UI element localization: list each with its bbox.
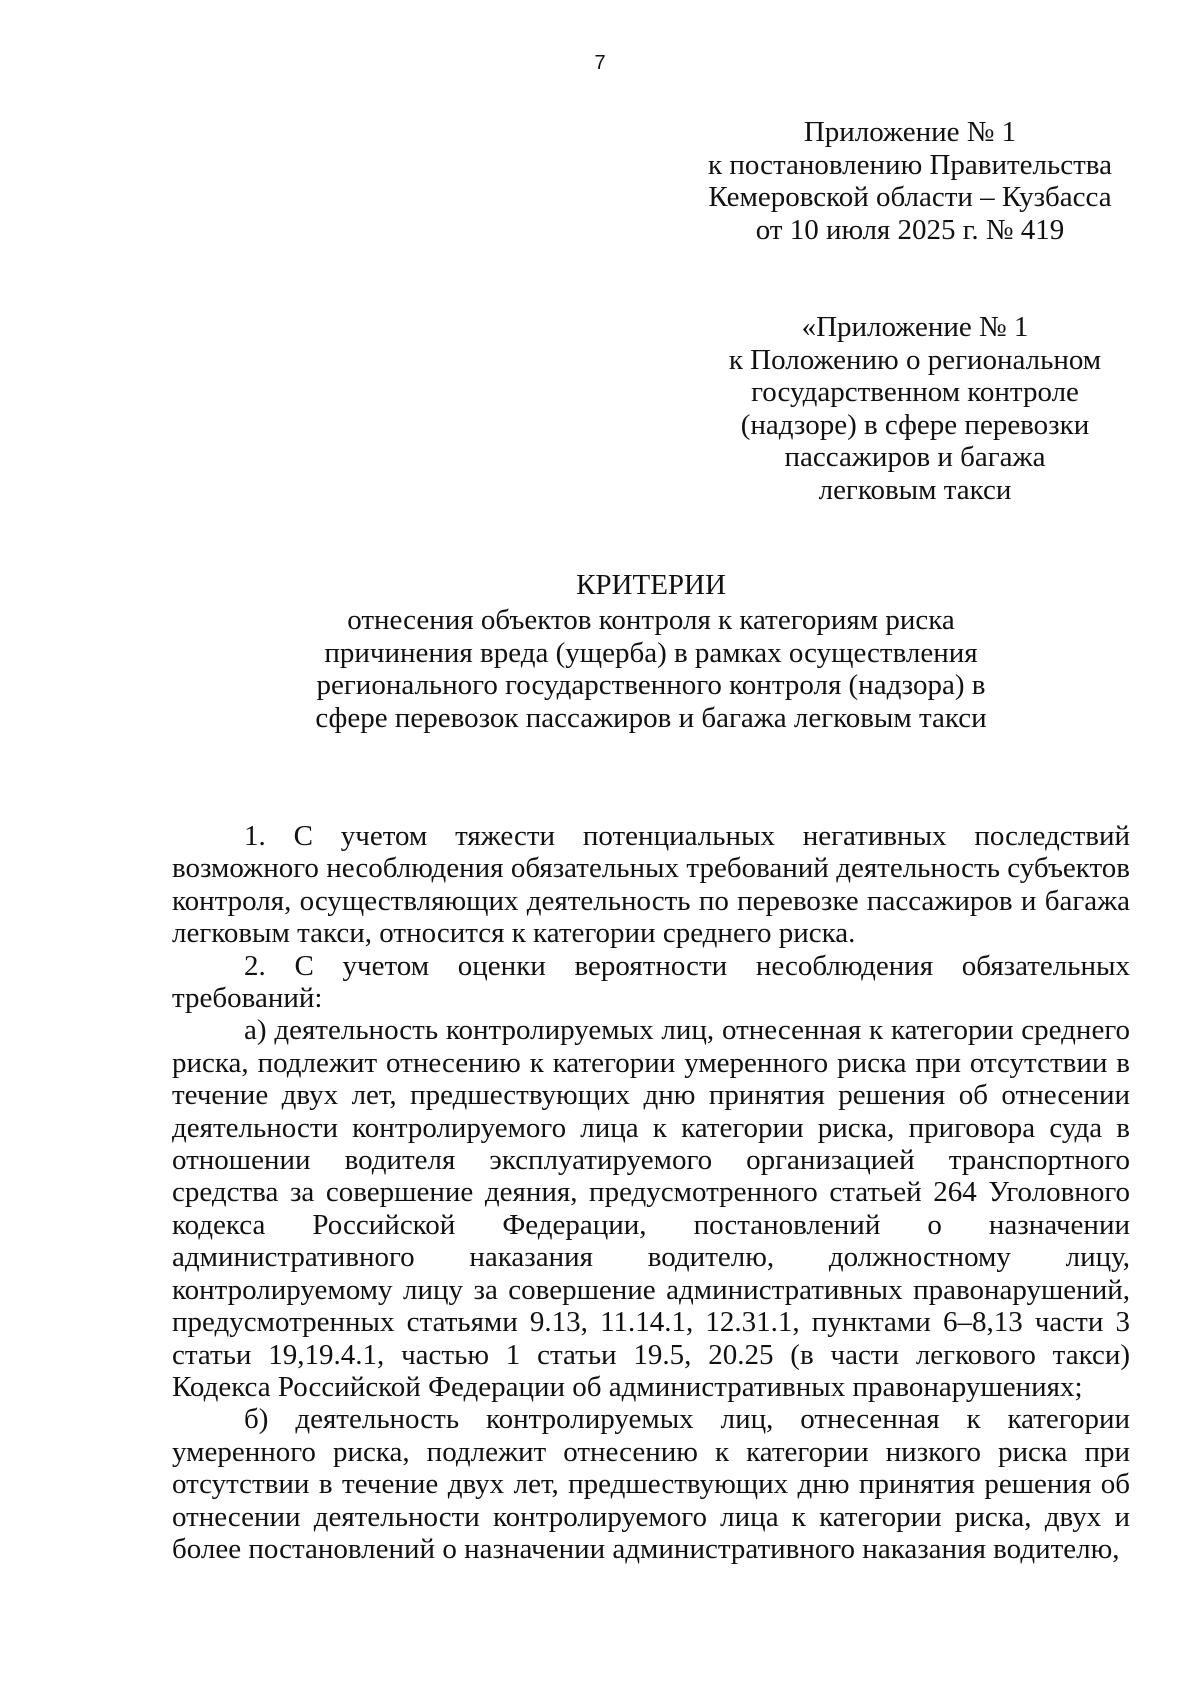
document-title xyxy=(172,566,1130,734)
approval-line: «Приложение № 1 xyxy=(801,311,1029,343)
page-number: 7 xyxy=(594,52,606,74)
approval-stamp-regulation xyxy=(700,311,1130,506)
paragraph-2b: б) деятельность контролируемых лиц, отнесенная к категории умеренного риска, подлежит отнесению к категории низкого риска при отсутствии в течение двух лет, предшествующих дню принятия решения об отнесении деятельности контролируемого лица к категории риска, двух и более постановлений о назначении административного наказания водителю, xyxy=(172,1403,1130,1565)
title-line: отнесения объектов контроля к категориям риска xyxy=(347,604,955,636)
title-heading: КРИТЕРИИ xyxy=(576,569,726,601)
title-line: причинения вреда (ущерба) в рамках осуществления xyxy=(324,636,978,669)
approval-line: к Положению о региональном xyxy=(728,343,1102,376)
approval-line: от 10 июля 2025 г. № 419 xyxy=(755,213,1065,246)
paragraph-1: 1. С учетом тяжести потенциальных негативных последствий возможного несоблюдения обязательных требований деятельность субъектов контроля, осуществляющих деятельность по перевозке пассажиров и багажа легковым такси, относится к категории среднего риска. xyxy=(172,820,1130,950)
title-line: регионального государственного контроля (надзора) в xyxy=(316,669,986,701)
title-line: сфере перевозок пассажиров и багажа легковым такси xyxy=(315,701,987,734)
paragraph-2: 2. С учетом оценки вероятности несоблюдения обязательных требований: xyxy=(172,949,1130,1015)
approval-line: (надзоре) в сфере перевозки xyxy=(740,408,1090,441)
approval-stamp-resolution xyxy=(690,116,1130,246)
approval-line: Приложение № 1 xyxy=(803,116,1017,148)
document-body xyxy=(172,820,1130,1565)
approval-line: пассажиров и багажа xyxy=(784,441,1046,473)
approval-line: Кемеровской области – Кузбасса xyxy=(708,181,1112,213)
approval-line: к постановлению Правительства xyxy=(708,148,1112,181)
approval-line: легковым такси xyxy=(818,473,1012,506)
paragraph-2a: а) деятельность контролируемых лиц, отнесенная к категории среднего риска, подлежит отнесению к категории умеренного риска при отсутствии в течение двух лет, предшествующих дню принятия решения об отнесении деятельности контролируемого лица к категории риска, приговора суда в отношении водителя эксплуатируемого организацией транспортного средства за совершение деяния, предусмотренного статьей 264 Уголовного кодекса Российской Федерации, постановлений о назначении административного наказания водителю, должностному лицу, контролируемому лицу за совершение административных правонарушений, предусмотренных статьями 9.13, 11.14.1, 12.31.1, пунктами 6–8,13 части 3 статьи 19,19.4.1, частью 1 статьи 19.5, 20.25 (в части легкового такси) Кодекса Российской Федерации об административных правонарушениях; xyxy=(172,1014,1130,1403)
approval-line: государственном контроле xyxy=(751,376,1079,408)
